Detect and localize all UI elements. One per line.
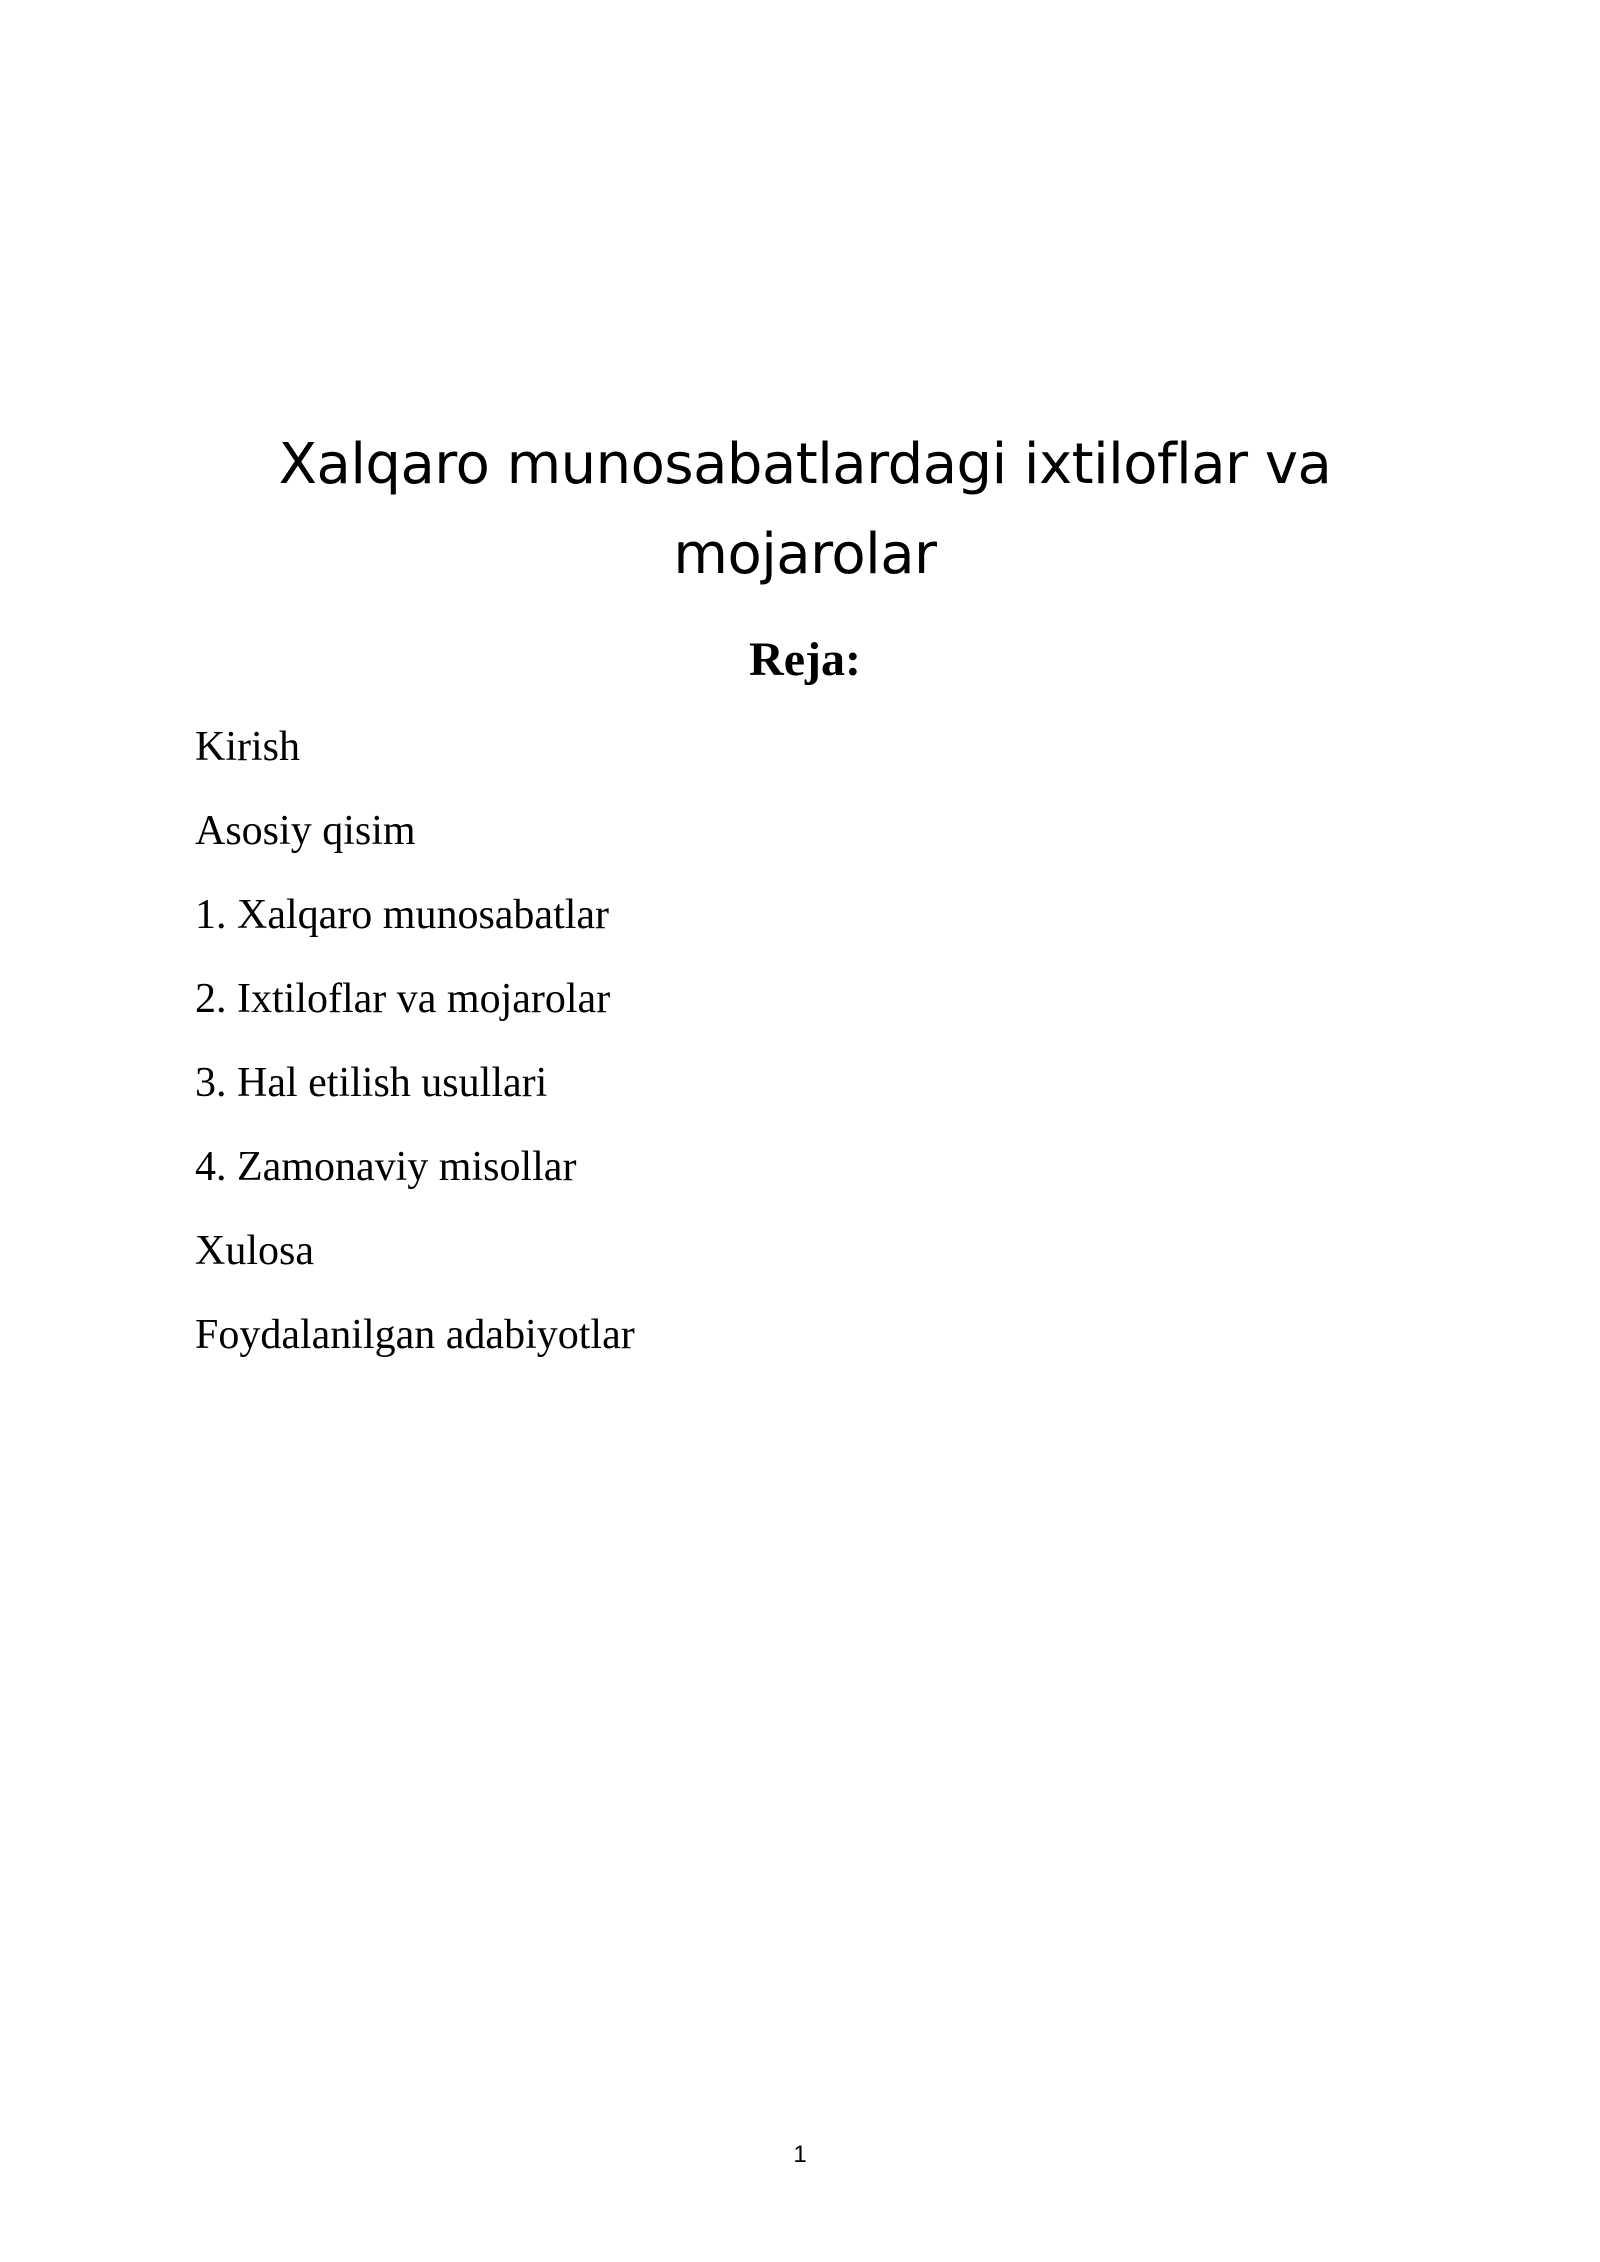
plan-item-resolution-methods: 3. Hal etilish usullari: [195, 1060, 548, 1106]
plan-item-main-part: Asosiy qisim: [195, 808, 416, 854]
plan-list: [195, 722, 1395, 1394]
page-number: 1: [793, 2141, 807, 2168]
plan-item-disputes-and-conflicts: 2. Ixtiloflar va mojarolar: [195, 976, 611, 1022]
document-title: [195, 420, 1415, 600]
plan-item-conclusion: Xulosa: [195, 1228, 314, 1274]
document-title-line-1: Xalqaro munosabatlardagi ixtiloflar va: [278, 432, 1332, 497]
plan-item-international-relations: 1. Xalqaro munosabatlar: [195, 892, 610, 938]
document-title-line-2: mojarolar: [673, 522, 937, 587]
plan-item-modern-examples: 4. Zamonaviy misollar: [195, 1144, 577, 1190]
plan-heading: Reja:: [749, 633, 861, 686]
plan-item-introduction: Kirish: [195, 724, 300, 770]
plan-item-references: Foydalanilgan adabiyotlar: [195, 1312, 635, 1358]
